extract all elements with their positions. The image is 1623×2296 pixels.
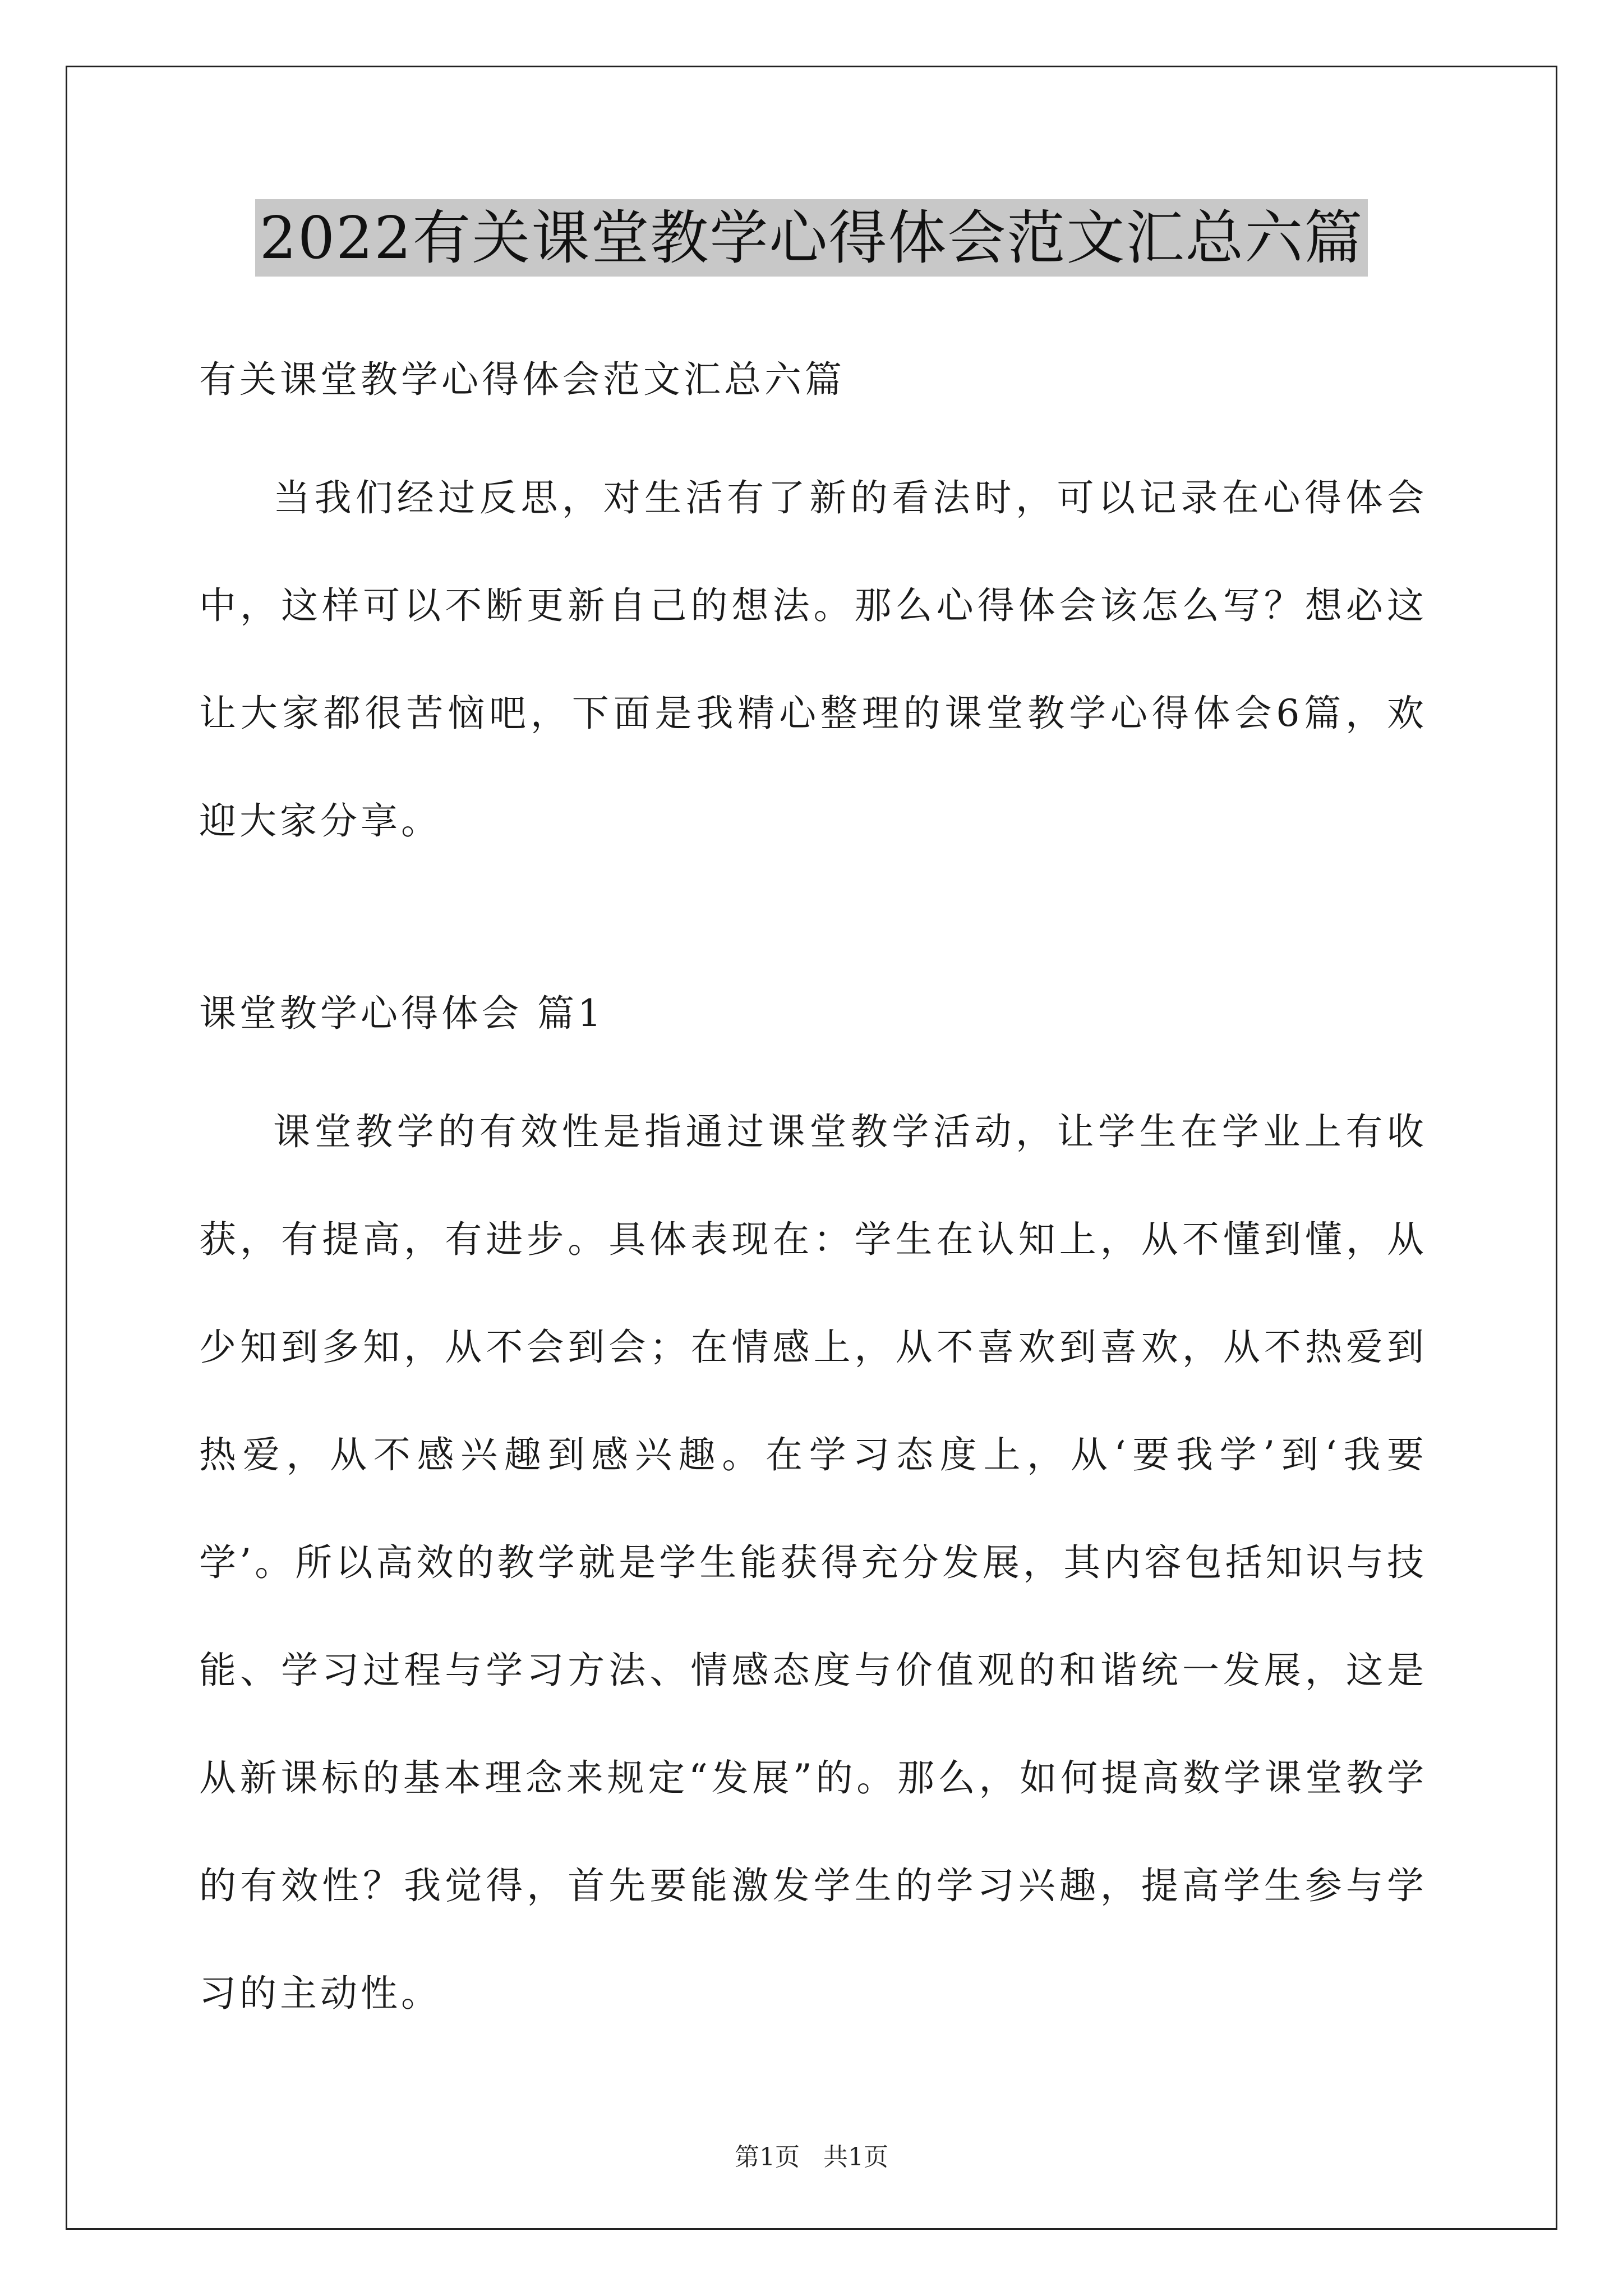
section-heading: 课堂教学心得体会 篇1 [199, 992, 605, 1035]
page-total: 共1页 [823, 2143, 888, 2171]
document-subtitle: 有关课堂教学心得体会范文汇总六篇 [199, 358, 845, 401]
intro-paragraph: 当我们经过反思，对生活有了新的看法时，可以记录在心得体会中，这样可以不断更新自己的想法。那么心得体会该怎么写？想必这让大家都很苦恼吧，下面是我精心整理的课堂教学心得体会6篇，欢迎大家分享。 [199, 476, 1427, 843]
page-footer [0, 2142, 1623, 2173]
section-paragraph: 课堂教学的有效性是指通过课堂教学活动，让学生在学业上有收获，有提高，有进步。具体表现在：学生在认知上，从不懂到懂，从少知到多知，从不会到会；在情感上，从不喜欢到喜欢，从不热爱到热爱，从不感兴趣到感兴趣。在学习态度上，从‘要我学’到‘我要学’。所以高效的教学就是学生能获得充分发展，其内容包括知识与技能、学习过程与学习方法、情感态度与价值观的和谐统一发展，这是从新课标的基本理念来规定“发展”的。那么，如何提高数学课堂教学的有效性？我觉得，首先要能激发学生的学习兴趣，提高学生参与学习的主动性。 [199, 1110, 1427, 2015]
page-number: 第1页 [735, 2143, 800, 2171]
document-title: 2022有关课堂教学心得体会范文汇总六篇 [255, 199, 1368, 277]
title-block [0, 199, 1623, 277]
